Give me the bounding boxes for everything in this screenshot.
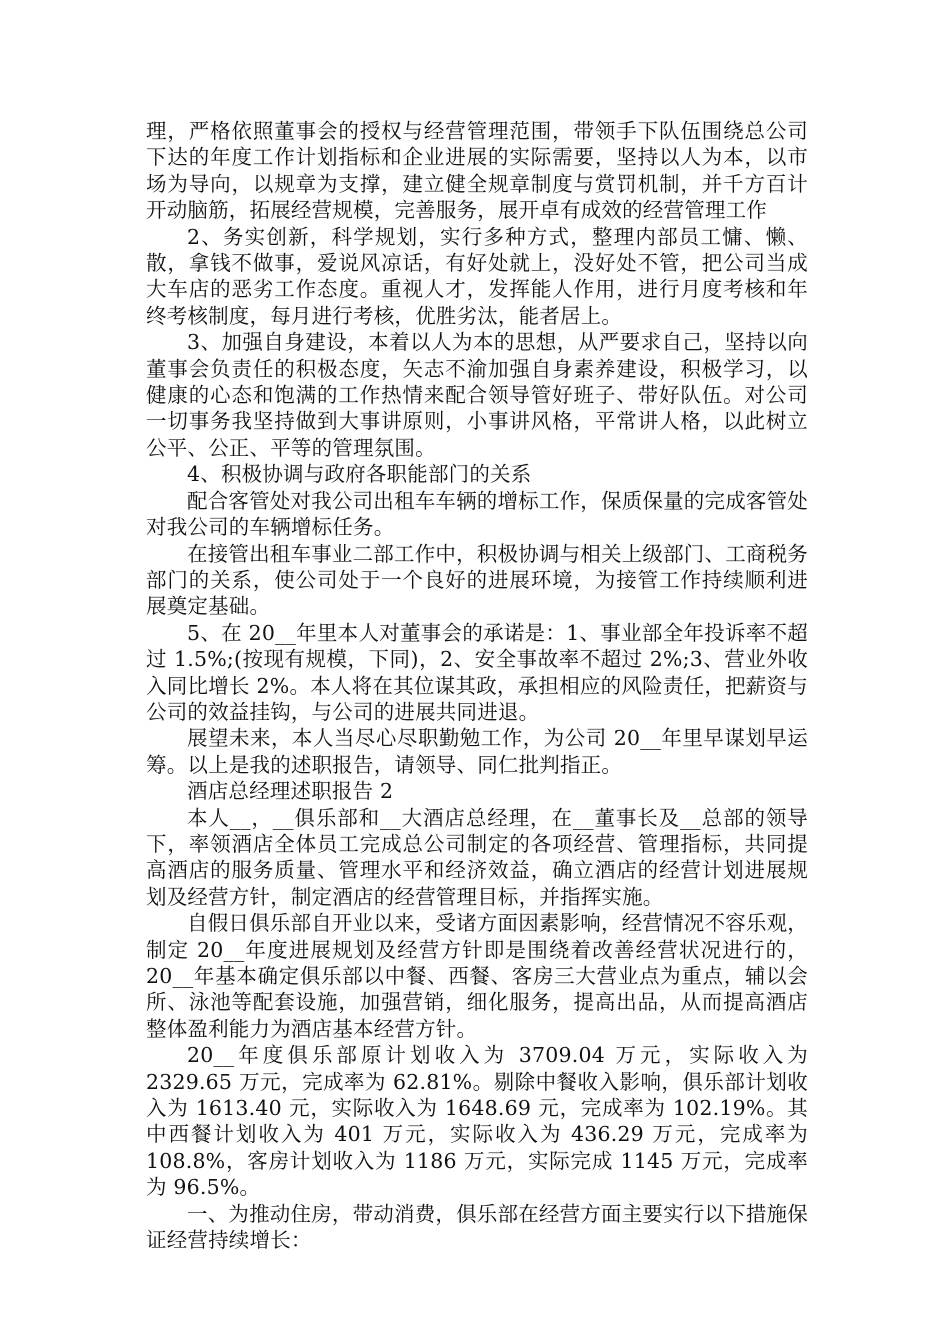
section-heading-report-2: 酒店总经理述职报告 2	[187, 779, 394, 804]
paragraph-taxi-division: 在接管出租车事业二部工作中，积极协调与相关上级部门、工商税务部门的关系，使公司处于一个良好的进展环境，为接管工作持续顺利进展奠定基础。	[146, 541, 808, 619]
paragraph-item-5-commitments: 5、在 20__年里本人对董事会的承诺是：1、事业部全年投诉率不超过 1.5%;(按现有规模，下同)，2、安全事故率不超过 2%;3、营业外收入同比增长 2%。本人将在其位谋其政，承担相应的风险责任，把薪资与公司的效益挂钩，与公司的进展共同进退。	[146, 620, 808, 724]
paragraph-business-policy: 自假日俱乐部自开业以来，受诸方面因素影响，经营情况不容乐观，制定 20__年度进展规划及经营方针即是围绕着改善经营状况进行的，20__年基本确定俱乐部以中餐、西餐、客房三大营业点为重点，辅以会所、泳池等配套设施，加强营销，细化服务，提高出品，从而提高酒店整体盈利能力为酒店基本经营方针。	[146, 911, 808, 1041]
paragraph-continuation: 理，严格依照董事会的授权与经营管理范围，带领手下队伍围绕总公司下达的年度工作计划指标和企业进展的实际需要，坚持以人为本，以市场为导向，以规章为支撑，建立健全规章制度与赏罚机制，并千方百计开动脑筋，拓展经营规模，完善服务，展开卓有成效的经营管理工作	[146, 119, 808, 223]
paragraph-item-4: 4、积极协调与政府各职能部门的关系	[187, 462, 532, 487]
paragraph-outlook: 展望未来，本人当尽心尽职勤勉工作，为公司 20__年里早谋划早运筹。以上是我的述职报告，请领导、同仁批判指正。	[146, 726, 808, 777]
document-page	[146, 118, 808, 1253]
paragraph-measures-intro: 一、为推动住房，带动消费，俱乐部在经营方面主要实行以下措施保证经营持续增长：	[146, 1201, 808, 1253]
paragraph-item-2: 2、务实创新，科学规划，实行多种方式，整理内部员工慵、懒、散，拿钱不做事，爱说风凉话，有好处就上，没好处不管，把公司当成大车店的恶劣工作态度。重视人才，发挥能人作用，进行月度考核和年终考核制度，每月进行考核，优胜劣汰，能者居上。	[146, 224, 808, 328]
paragraph-item-3: 3、加强自身建设，本着以人为本的思想，从严要求自己，坚持以向董事会负责任的积极态度，矢志不渝加强自身素养建设，积极学习，以健康的心态和饱满的工作热情来配合领导管好班子、带好队伍。对公司一切事务我坚持做到大事讲原则，小事讲风格，平常讲人格，以此树立公平、公正、平等的管理氛围。	[146, 330, 808, 460]
paragraph-revenue-figures: 20__年度俱乐部原计划收入为 3709.04 万元，实际收入为2329.65 万元，完成率为 62.81%。剔除中餐收入影响，俱乐部计划收入为 1613.40 元，实际收入为 1648.69 元，完成率为 102.19%。其中西餐计划收入为 401 万元，实际收入为 436.29 万元，完成率为108.8%，客房计划收入为 1186 万元，实际完成 1145 万元，完成率为 96.5%。	[146, 1043, 808, 1200]
paragraph-vehicle-quota: 配合客管处对我公司出租车车辆的增标工作，保质保量的完成客管处对我公司的车辆增标任务。	[146, 488, 808, 540]
paragraph-introduction: 本人__，__俱乐部和__大酒店总经理，在__董事长及__总部的领导下，率领酒店全体员工完成总公司制定的各项经营、管理指标，共同提高酒店的服务质量、管理水平和经济效益，确立酒店的经营计划进展规划及经营方针，制定酒店的经营管理目标，并指挥实施。	[146, 805, 808, 909]
